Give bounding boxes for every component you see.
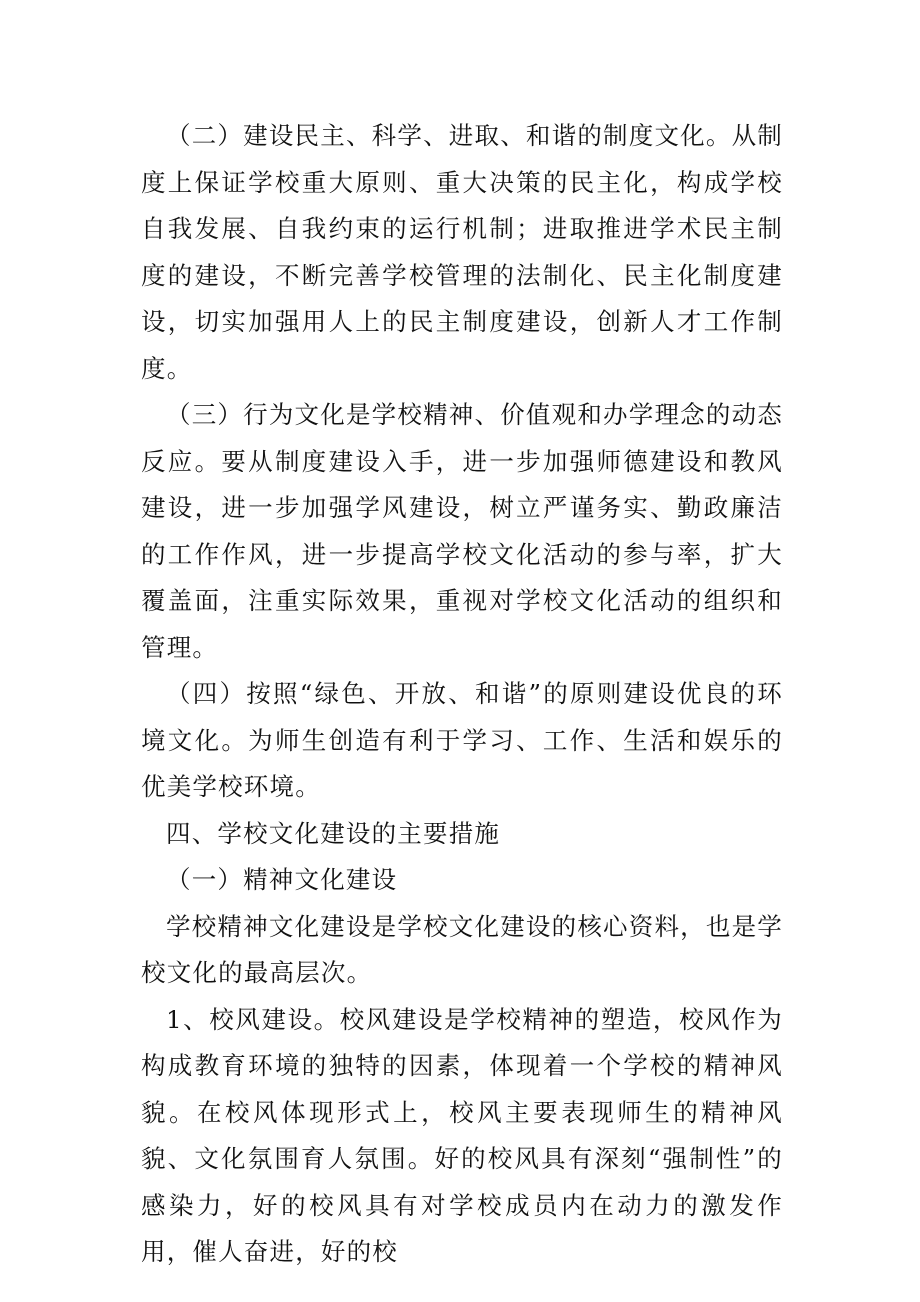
paragraph-institutional-culture: （二）建设民主、科学、进取、和谐的制度文化。从制度上保证学校重大原则、重大决策的民主化，构成学校自我发展、自我约束的运行机制；进取推进学术民主制度的建设，不断完善学校管理的法制化、民主化制度建设，切实加强用人上的民主制度建设，创新人才工作制度。 [141,121,783,383]
paragraph-spiritual-culture-intro: 学校精神文化建设是学校文化建设的核心资料，也是学校文化的最高层次。 [141,911,783,987]
paragraph-environment-culture: （四）按照“绿色、开放、和谐”的原则建设优良的环境文化。为师生创造有利于学习、工作、生活和娱乐的优美学校环境。 [141,679,783,801]
document-body [141,113,783,1276]
paragraph-behavior-culture: （三）行为文化是学校精神、价值观和办学理念的动态反应。要从制度建设入手，进一步加强师德建设和教风建设，进一步加强学风建设，树立严谨务实、勤政廉洁的工作作风，进一步提高学校文化活动的参与率，扩大覆盖面，注重实际效果，重视对学校文化活动的组织和管理。 [141,400,783,662]
subsection-heading-spiritual-culture: （一）精神文化建设 [166,865,398,894]
section-heading-main-measures: 四、学校文化建设的主要措施 [166,818,501,848]
paragraph-school-spirit: 1、校风建设。校风建设是学校精神的塑造，校风作为构成教育环境的独特的因素，体现着一个学校的精神风貌。在校风体现形式上，校风主要表现师生的精神风貌、文化氛围育人氛围。好的校风具有深刻“强制性”的感染力，好的校风具有对学校成员内在动力的激发作用，催人奋进，好的校 [141,1004,783,1266]
